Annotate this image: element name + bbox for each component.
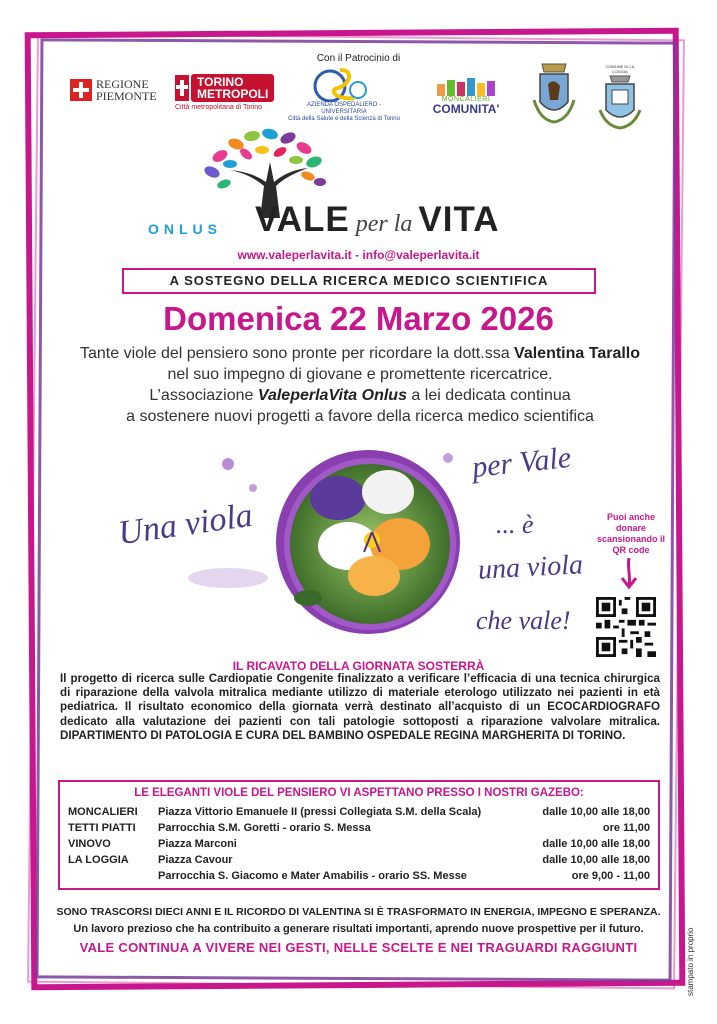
la-loggia-caption: COMUNE DI LA LOGGIA xyxy=(605,64,635,74)
intro-l1b: Valentina Tarallo xyxy=(514,345,640,362)
intro-l2: nel suo impegno di giovane e promettente ricercatrice. xyxy=(167,366,553,383)
brand-vale: VALE xyxy=(255,200,350,239)
azienda-ribbon-icon xyxy=(288,64,400,102)
closing-line-1: SONO TRASCORSI DIECI ANNI E IL RICORDO DI VALENTINA SI È TRASFORMATO IN ENERGIA, IMPEGNO E SPERANZA. xyxy=(56,906,661,918)
slogan-una-viola: Una viola xyxy=(116,496,255,553)
municipal-crest-1 xyxy=(530,60,578,128)
gazebo-town: MONCALIERI xyxy=(68,806,138,818)
brand-vita: VITA xyxy=(418,200,500,239)
gazebo-title: LE ELEGANTI VIOLE DEL PENSIERO VI ASPETTANO PRESSO I NOSTRI GAZEBO: xyxy=(134,787,584,799)
red-cross-flag-icon xyxy=(70,79,92,101)
gazebo-time: ore 11,00 xyxy=(602,822,650,834)
regione-piemonte-logo xyxy=(70,78,157,102)
printed-note: stampato in proprio xyxy=(686,927,695,996)
gazebo-time: dalle 10,00 alle 18,00 xyxy=(542,854,650,866)
torino-mark-icon xyxy=(175,75,189,101)
event-date: Domenica 22 Marzo 2026 xyxy=(163,300,554,337)
closing-line-3: VALE CONTINUA A VIVERE NEI GESTI, NELLE SCELTE E NEI TRAGUARDI RAGGIUNTI xyxy=(79,940,638,955)
slogan-e: ... è xyxy=(496,510,534,539)
torino-line2: METROPOLI xyxy=(197,87,269,101)
torino-line1: TORINO xyxy=(197,75,244,89)
gazebo-place: Parrocchia S.M. Goretti - orario S. Messa xyxy=(158,822,371,834)
gazebo-row xyxy=(68,822,650,836)
gazebo-place: Parrocchia S. Giacomo e Mater Amabilis - orario SS. Messe xyxy=(158,870,467,882)
qr-note: Puoi anche donare scansionando il QR code xyxy=(597,512,666,555)
brand-script: per la xyxy=(355,211,413,237)
houses-icon xyxy=(424,78,508,96)
intro-l4: a sostenere nuovi progetti a favore della ricerca medico scientifica xyxy=(126,408,594,425)
regione-line2: PIEMONTE xyxy=(96,89,157,103)
gazebo-box xyxy=(58,780,660,890)
slogan-che-vale: che vale! xyxy=(476,606,571,635)
intro-l3b: ValeperlaVita Onlus xyxy=(257,387,407,404)
gazebo-place: Piazza Cavour xyxy=(158,854,233,866)
qr-code[interactable] xyxy=(596,597,656,657)
closing-line-2: Un lavoro prezioso che ha contribuito a generare risultati importanti, aprendo nuove prospettive per il futuro. xyxy=(73,923,644,935)
slogan-per-vale: per Vale xyxy=(470,440,573,485)
gazebo-town: LA LOGGIA xyxy=(68,854,129,866)
patronage-label: Con il Patrocinio di xyxy=(316,53,401,64)
gazebo-town: TETTI PIATTI xyxy=(68,822,136,834)
gazebo-row xyxy=(68,806,650,820)
gazebo-town: VINOVO xyxy=(68,838,111,850)
azienda-line1: AZIENDA OSPEDALIERO - UNIVERSITARIA xyxy=(306,102,382,115)
arrow-down-icon xyxy=(618,556,640,590)
moncalieri-line1: MONCALIERI xyxy=(441,96,491,103)
gazebo-row xyxy=(68,838,650,852)
intro-text xyxy=(60,343,660,427)
brand-name xyxy=(255,200,500,240)
torino-metropoli-logo xyxy=(175,74,274,111)
gazebo-time: dalle 10,00 alle 18,00 xyxy=(542,806,650,818)
gazebo-place: Piazza Marconi xyxy=(158,838,237,850)
project-body: Il progetto di ricerca sulle Cardiopatie Congenite finalizzato a verificare l’efficacia di una tecnica chirurgica di riparazione della valvola mitralica mediante utilizzo di materiale eterologo utilizzato nei pazienti in età pediatrica. Il risultato economico della giornata verrà destinato all’acquisto di un ECOCARDIOGRAFO dedicato alla valutazione dei pazienti con tali patologie sottoposti a riparazione valvolare mitralica. DIPARTIMENTO DI PATOLOGIA E CURA DEL BAMBINO OSPEDALE REGINA MARGHERITA DI TORINO. xyxy=(60,672,660,742)
azienda-ospedaliera-logo xyxy=(288,64,400,123)
gazebo-row xyxy=(68,870,650,884)
gazebo-time: dalle 10,00 alle 18,00 xyxy=(542,838,650,850)
intro-l3a: L’associazione xyxy=(149,387,258,404)
moncalieri-comunita-logo xyxy=(424,78,508,115)
intro-l1a: Tante viole del pensiero sono pronte per ricordare la dott.ssa xyxy=(80,345,515,362)
la-loggia-crest-icon xyxy=(598,74,642,130)
azienda-line2: Città della Salute e della Scienza di Torino xyxy=(288,116,400,122)
regione-line1: REGIONE xyxy=(96,77,149,91)
intro-l3c: a lei dedicata continua xyxy=(406,387,571,404)
support-banner: A SOSTEGNO DELLA RICERCA MEDICO SCIENTIFICA xyxy=(122,268,596,294)
slogan-una-viola-2: una viola xyxy=(477,549,584,586)
onlus-label: ONLUS xyxy=(148,221,222,237)
gazebo-time: ore 9,00 - 11,00 xyxy=(571,870,650,882)
la-loggia-crest xyxy=(598,64,642,126)
moncalieri-line2: COMUNITA' xyxy=(432,102,500,116)
crest-icon xyxy=(530,60,578,128)
project-title: IL RICAVATO DELLA GIORNATA SOSTERRÀ xyxy=(232,659,485,673)
gazebo-place: Piazza Vittorio Emanuele II (pressi Collegiata S.M. della Scala) xyxy=(158,806,482,818)
torino-sub: Città metropolitana di Torino xyxy=(175,104,263,111)
gazebo-row xyxy=(68,854,650,868)
website-email-link[interactable]: www.valeperlavita.it - info@valeperlavita.it xyxy=(237,248,480,262)
